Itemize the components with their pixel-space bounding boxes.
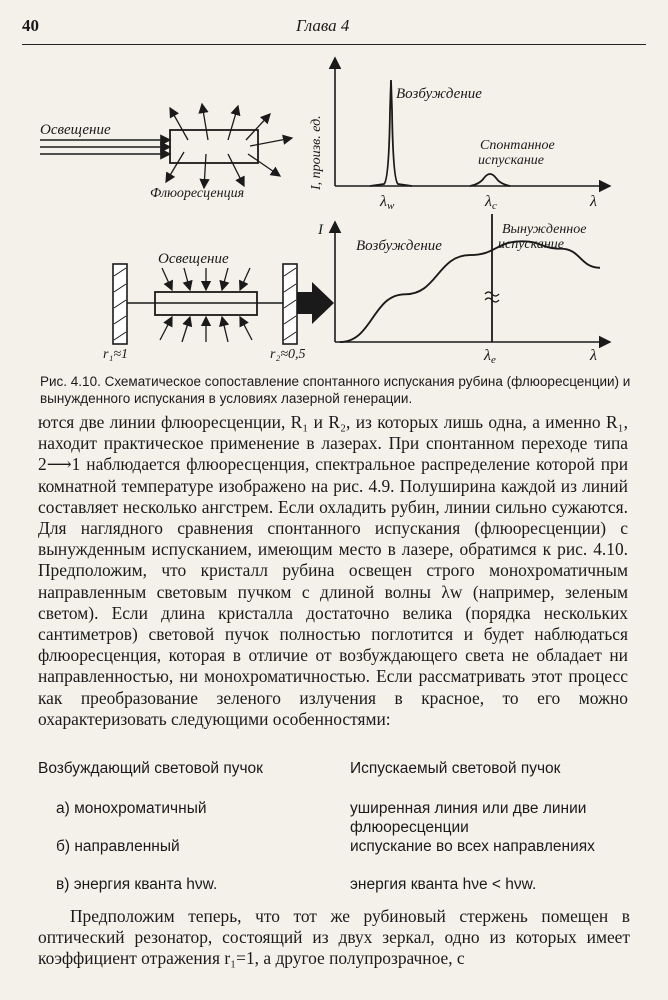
illumination-label-bottom: Освещение xyxy=(158,251,229,267)
pump-arrows-top xyxy=(162,268,250,290)
spont-label-2: испускание xyxy=(478,153,545,168)
output-beam-arrow xyxy=(297,282,334,324)
running-head: Глава 4 xyxy=(296,16,350,35)
spontaneous-peak xyxy=(470,174,510,186)
tick-lambda-w: λw xyxy=(380,193,395,212)
figure-caption: Рис. 4.10. Схематическое сопоставление спонтанного испускания рубина (флюоресценции) и вынужденного испускания в условиях лазерной генерации. xyxy=(40,374,631,406)
body-paragraph: ются две линии флюоресценции, R₁ и R₂, из которых лишь одна, а именно R₁, находит практическое применение в лазерах. При спонтанном переходе типа 2⟶1 наблюдается флюоресценция, спектральное распределение которой при комнатной температуре изображено на рис. 4.9. Полуширина каждой из линий составляет несколько ангстрем. Если охладить рубин, линии сильно сужаются. Для наглядного сравнения спонтанного испускания (флюоресценции) с вынужденным испусканием, имеющим место в лазере, обратимся к рис. 4.10. Предположим, что кристалл рубина освещен строго монохроматичным направленным световым пучком с длиной волны λw (например, зеленым светом). Если длина кристалла достаточно велика (порядка нескольких сантиметров) световой пучок полностью поглотится и будет наблюдаться флюоресценция, которая в отличие от возбуждающего света не обладает ни направленностью, ни монохроматичностью. Если рассматривать этот процесс как преобразование зеленого излучения в красное, то его можно охарактеризовать следующими особенностями: xyxy=(38,412,628,729)
right-header: Испускаемый световой пучок xyxy=(350,760,561,777)
top-left-schematic xyxy=(40,104,292,201)
tick-lambda-c: λc xyxy=(485,193,497,212)
comparison-header-row xyxy=(38,759,638,799)
stim-label-1: Вынужденное xyxy=(502,222,587,237)
peak-label: Возбуждение xyxy=(396,86,482,102)
pump-arrows-bottom xyxy=(160,317,252,342)
comparison-row: в) энергия кванта hνw. энергия кванта hνe < hνw. xyxy=(56,876,537,893)
body-text xyxy=(38,412,628,730)
comparison-row: а) монохроматичный уширенная линия или две линии флюоресценции xyxy=(56,800,587,836)
fluorescence-label: Флюоресценция xyxy=(150,186,245,201)
illumination-label-top: Освещение xyxy=(40,122,111,138)
bottom-left-schematic xyxy=(103,251,334,362)
excitation-curve xyxy=(340,241,600,342)
final-paragraph: Предположим теперь, что тот же рубиновый стержень помещен в оптический резонатор, состоящий из двух зеркал, одно из которых имеет коэффициент отражения r₁=1, а другое полупрозрачное, с xyxy=(38,906,630,969)
left-header: Возбуждающий световой пучок xyxy=(38,760,263,777)
tick-lambda-e: λe xyxy=(484,347,496,366)
bottom-graph xyxy=(317,214,610,366)
r1-label: r₁≈1 xyxy=(103,347,128,362)
curve-label: Возбуждение xyxy=(356,238,442,254)
top-graph-ylabel: I, произв. ед. xyxy=(309,115,324,190)
figure-4-10 xyxy=(0,0,668,372)
top-graph-xaxis-label: λ xyxy=(590,193,597,210)
bottom-graph-ylabel: I xyxy=(318,222,323,238)
stim-label-2: испускание xyxy=(498,237,565,252)
fluorescence-arrows xyxy=(166,104,292,188)
page-number: 40 xyxy=(22,16,39,35)
comparison-row: б) направленный испускание во всех направлениях xyxy=(56,838,595,855)
ruby-crystal-top xyxy=(170,130,258,163)
spont-label-1: Спонтанное xyxy=(480,138,555,153)
comparison-table xyxy=(38,759,638,899)
top-graph xyxy=(309,58,610,212)
r2-label: r₂≈0,5 xyxy=(270,347,306,362)
bottom-graph-xaxis-label: λ xyxy=(590,347,597,364)
